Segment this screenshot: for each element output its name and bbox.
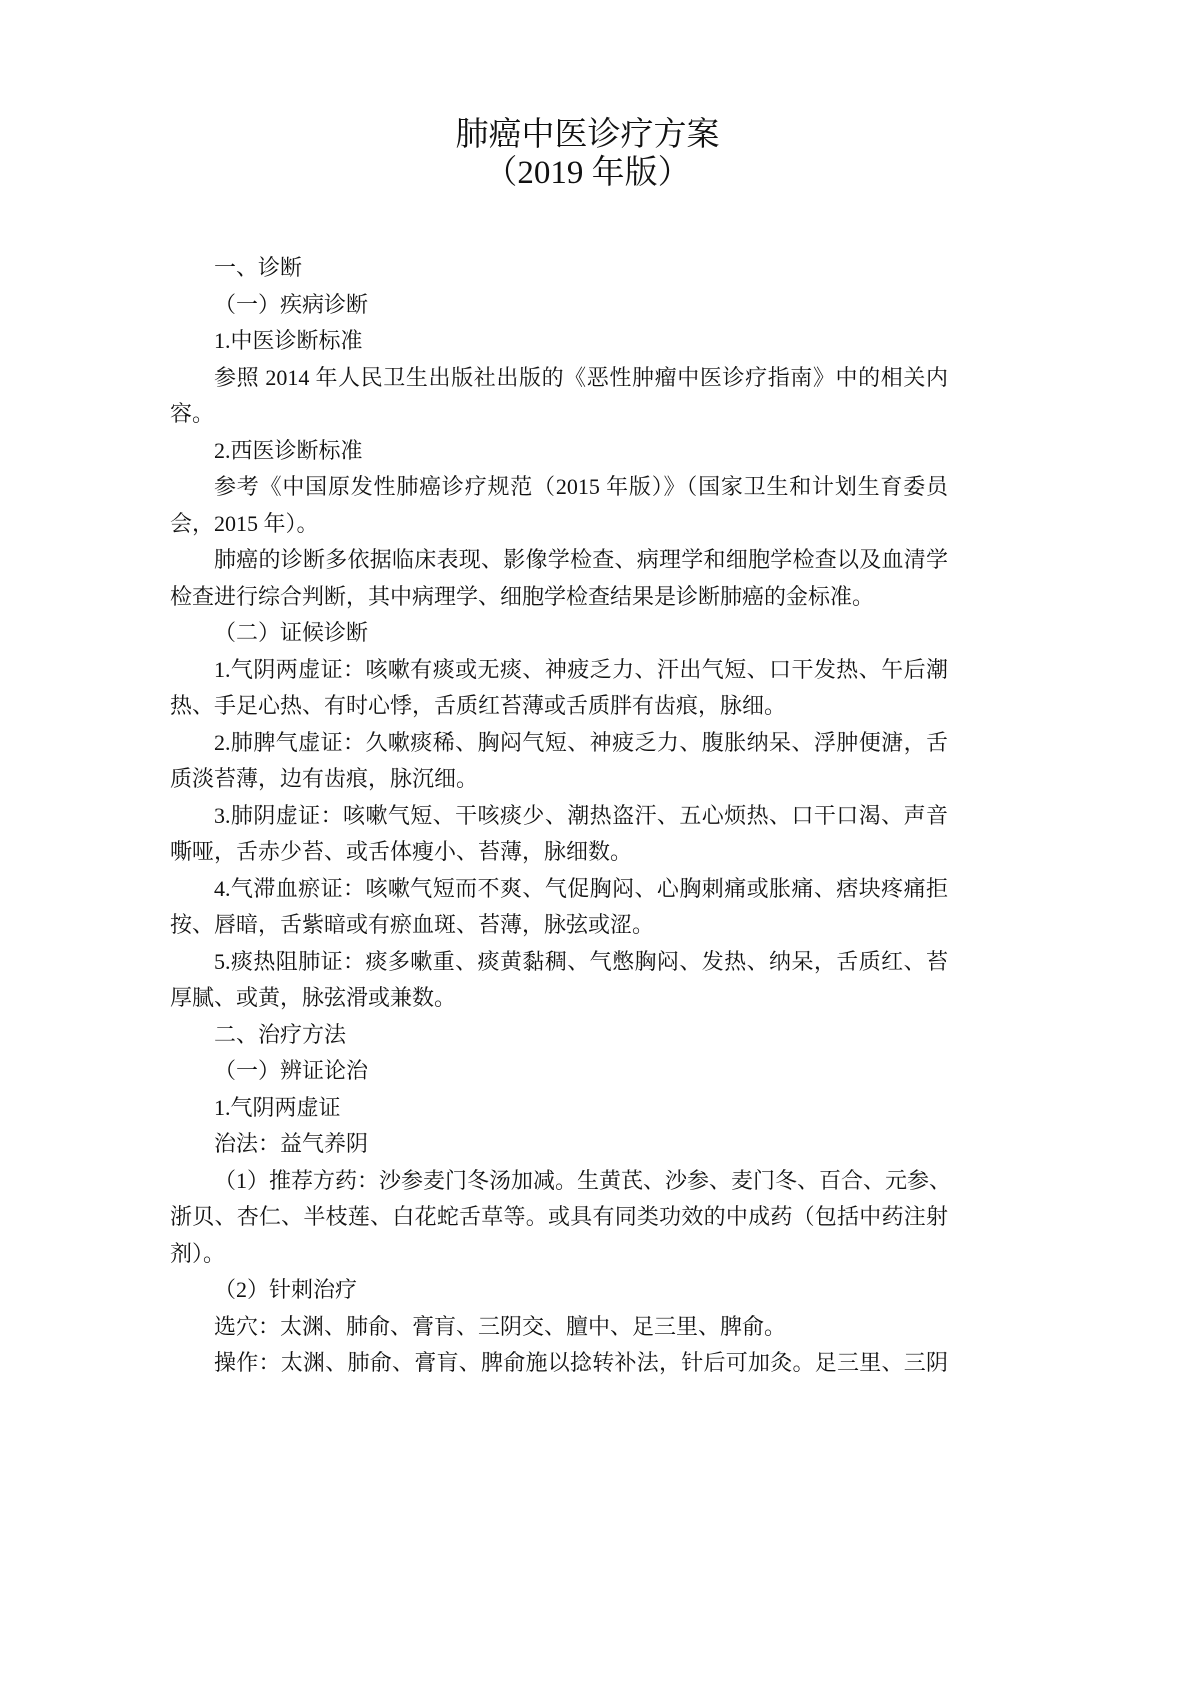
text-line: 浙贝、杏仁、半枝莲、白花蛇舌草等。或具有同类功效的中成药（包括中药注射 [170, 1204, 948, 1229]
text-line: （2）针刺治疗 [214, 1277, 358, 1302]
text-line: 质淡苔薄，边有齿痕，脉沉细。 [170, 766, 479, 791]
text-line: 4.气滞血瘀证：咳嗽气短而不爽、气促胸闷、心胸刺痛或胀痛、痞块疼痛拒 [214, 875, 948, 901]
text-line: 1.中医诊断标准 [214, 328, 363, 353]
paragraph [170, 871, 948, 944]
document-edition: （2019 年版） [484, 155, 691, 191]
text-line: （一）疾病诊断 [214, 291, 369, 317]
text-line: 1.气阴两虚证 [214, 1094, 341, 1120]
section-heading-treatment [170, 1017, 948, 1054]
paragraph [170, 1309, 948, 1346]
text-line: 2.肺脾气虚证：久嗽痰稀、胸闷气短、神疲乏力、腹胀纳呆、浮肿便溏，舌 [214, 729, 948, 755]
paragraph [170, 360, 948, 433]
text-line: 二、治疗方法 [214, 1021, 347, 1047]
subsection-heading-syndrome-diagnosis [170, 615, 948, 652]
text-line: 容。 [170, 401, 215, 426]
document-body [170, 250, 952, 1382]
text-line: 治法：益气养阴 [214, 1131, 369, 1156]
text-line: 参照 2014 年人民卫生出版社出版的《恶性肿瘤中医诊疗指南》中的相关内 [214, 364, 948, 390]
paragraph [170, 1163, 952, 1273]
paragraph [170, 725, 948, 798]
text-line: 肺癌的诊断多依据临床表现、影像学检查、病理学和细胞学检查以及血清学 [214, 547, 948, 572]
text-line: 会，2015 年）。 [170, 510, 319, 536]
text-line: 参考《中国原发性肺癌诊疗规范（2015 年版）》（国家卫生和计划生育委员 [214, 474, 948, 499]
section-heading-diagnosis [170, 250, 948, 287]
item-heading-qi-yin-deficiency [170, 1090, 948, 1127]
paragraph [170, 1272, 948, 1309]
text-line: 热、手足心热、有时心悸，舌质红苔薄或舌质胖有齿痕，脉细。 [170, 693, 787, 718]
text-line: 嘶哑，舌赤少苔、或舌体瘦小、苔薄，脉细数。 [170, 839, 633, 864]
text-line: 2.西医诊断标准 [214, 437, 363, 463]
paragraph [170, 798, 948, 871]
text-line: 3.肺阴虚证：咳嗽气短、干咳痰少、潮热盗汗、五心烦热、口干口渴、声音 [214, 802, 948, 828]
paragraph [170, 1345, 948, 1382]
text-line: 按、唇暗，舌紫暗或有瘀血斑、苔薄，脉弦或涩。 [170, 912, 655, 937]
paragraph [170, 652, 948, 725]
paragraph [170, 542, 948, 615]
text-line: （一）辨证论治 [214, 1058, 369, 1083]
text-line: 操作：太渊、肺俞、膏肓、脾俞施以捻转补法，针后可加灸。足三里、三阴 [214, 1350, 948, 1375]
text-line: 检查进行综合判断，其中病理学、细胞学检查结果是诊断肺癌的金标准。 [170, 583, 875, 609]
item-heading-tcm-criteria [170, 323, 948, 360]
text-line: 剂）。 [170, 1240, 226, 1266]
paragraph [170, 469, 948, 542]
text-line: 厚腻、或黄，脉弦滑或兼数。 [170, 985, 457, 1010]
paragraph [170, 1126, 948, 1163]
subsection-heading-disease-diagnosis [170, 287, 948, 324]
text-line: 1.气阴两虚证：咳嗽有痰或无痰、神疲乏力、汗出气短、口干发热、午后潮 [214, 656, 948, 682]
text-line: 选穴：太渊、肺俞、膏肓、三阴交、膻中、足三里、脾俞。 [214, 1313, 787, 1339]
text-line: （二）证候诊断 [214, 620, 369, 645]
subsection-heading-syndrome-treatment [170, 1053, 948, 1090]
title-block [0, 116, 1175, 192]
document-title: 肺癌中医诊疗方案 [455, 117, 720, 153]
text-line: （1）推荐方药：沙参麦门冬汤加减。生黄芪、沙参、麦门冬、百合、元参、 [214, 1167, 952, 1193]
item-heading-western-criteria [170, 433, 948, 470]
text-line: 一、诊断 [214, 255, 303, 280]
text-line: 5.痰热阻肺证：痰多嗽重、痰黄黏稠、气憋胸闷、发热、纳呆，舌质红、苔 [214, 948, 948, 974]
paragraph [170, 944, 948, 1017]
